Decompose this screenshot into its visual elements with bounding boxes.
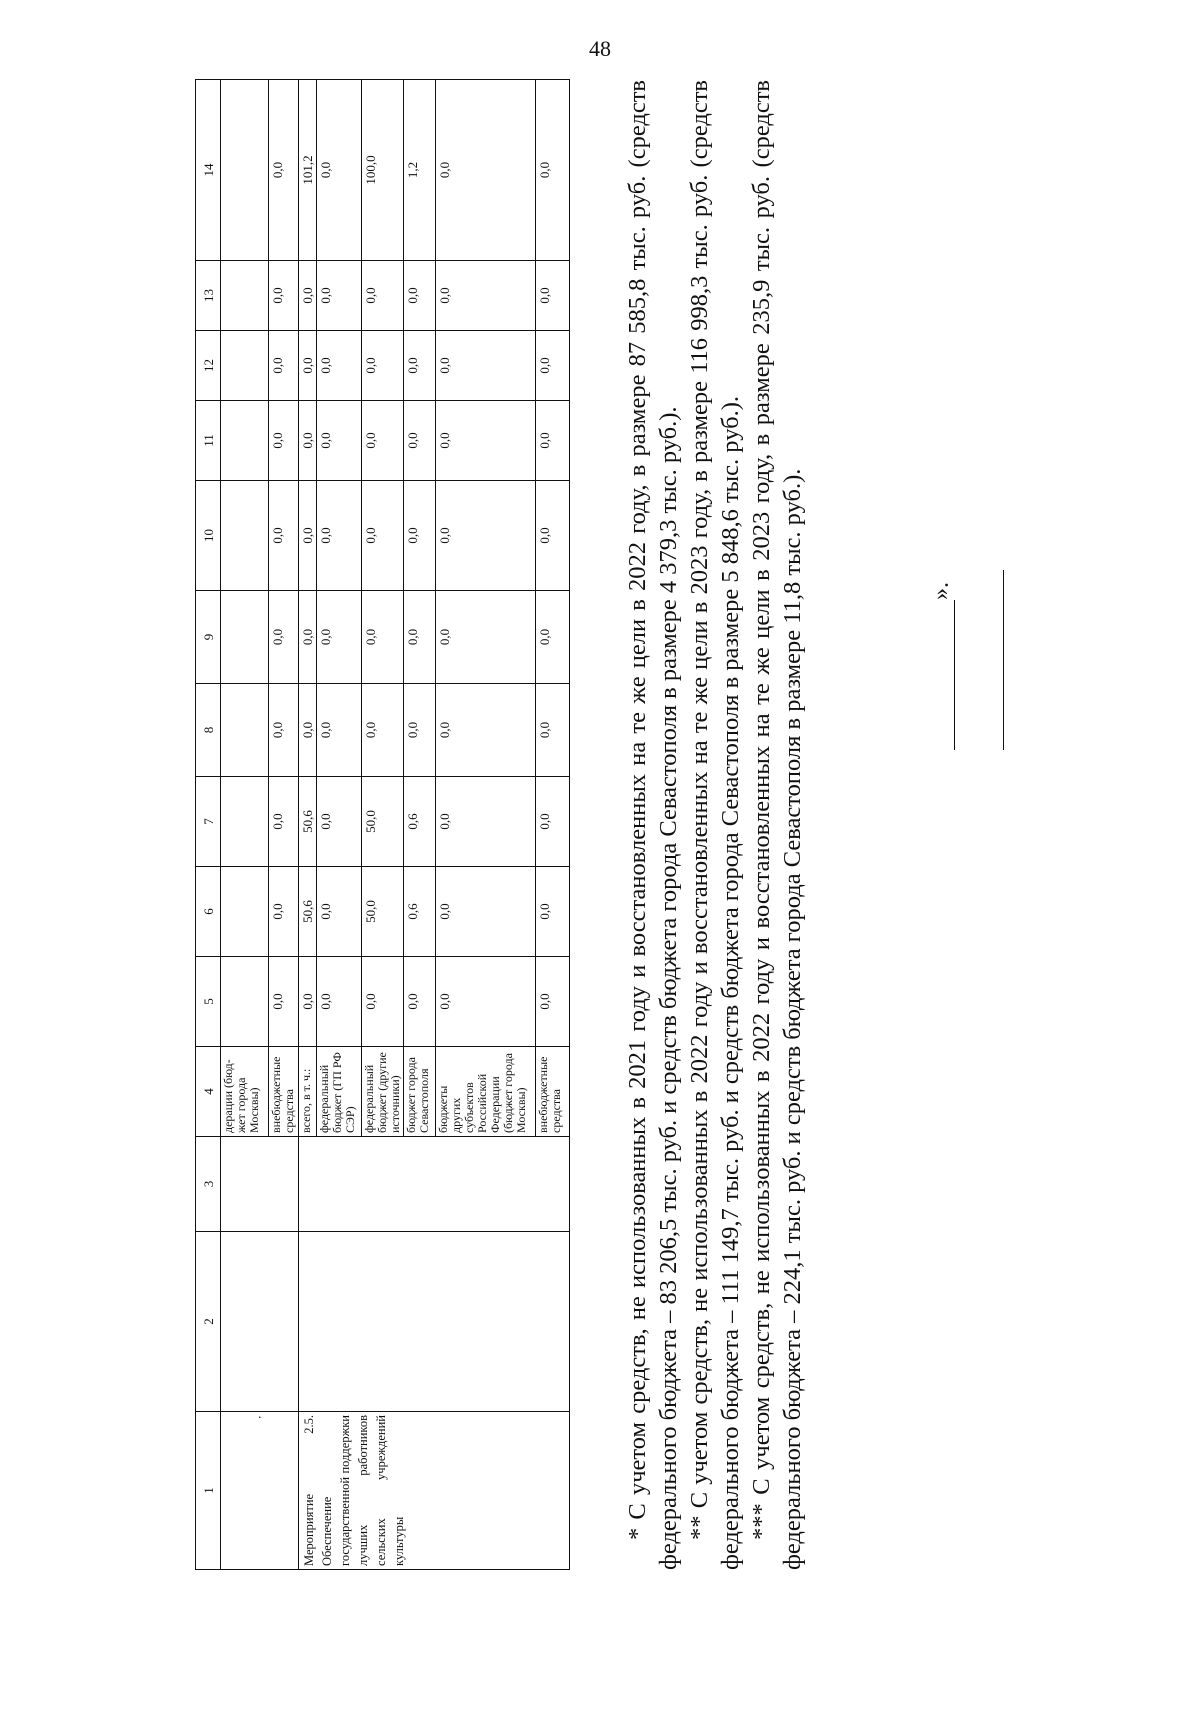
value-cell: 0,0 xyxy=(317,331,362,401)
value-cell: 0,0 xyxy=(362,401,404,481)
col-header: 3 xyxy=(196,1137,221,1232)
value-cell: 0,0 xyxy=(436,331,536,401)
value-cell xyxy=(221,261,269,331)
closing-line xyxy=(934,600,955,750)
value-cell: 0,0 xyxy=(536,591,570,684)
value-cell: 0,0 xyxy=(299,591,317,684)
value-cell: 0,0 xyxy=(269,261,299,331)
value-cell: 0,6 xyxy=(404,867,436,957)
value-cell: 0,0 xyxy=(436,401,536,481)
value-cell: 0,0 xyxy=(536,80,570,261)
value-cell: 50,6 xyxy=(299,867,317,957)
value-cell: 0,0 xyxy=(436,80,536,261)
value-cell: 0,0 xyxy=(269,777,299,867)
value-cell: 0,0 xyxy=(362,957,404,1047)
empty-cell xyxy=(299,1232,570,1412)
value-cell: 0,0 xyxy=(362,481,404,591)
col-header: 5 xyxy=(196,957,221,1047)
funding-source: федеральный бюджет (другие источники) xyxy=(362,1047,404,1137)
col-header: 4 xyxy=(196,1047,221,1137)
funding-source: бюджет города Севастополя xyxy=(404,1047,436,1137)
value-cell xyxy=(221,481,269,591)
value-cell xyxy=(221,331,269,401)
value-cell: 0,0 xyxy=(536,401,570,481)
value-cell: 0,0 xyxy=(317,481,362,591)
funding-source: дерации (бюд-жет города Москвы) xyxy=(221,1047,269,1137)
value-cell: 0,0 xyxy=(436,957,536,1047)
value-cell: 50,6 xyxy=(299,777,317,867)
value-cell: 0,0 xyxy=(436,591,536,684)
value-cell: 0,0 xyxy=(299,331,317,401)
col-header: 1 xyxy=(196,1412,221,1570)
footnote: *** С учетом средств, не использованных в 2022 году и восстановленных на те же цели в 2023 году, в размере 235,9 тыс. руб. (средств федерального бюджета – 224,1 тыс. руб. и средств бюджета города Севастополя в размере 11,8 тыс. руб.). xyxy=(748,80,806,1570)
value-cell: 100,0 xyxy=(362,80,404,261)
value-cell xyxy=(221,401,269,481)
value-cell: 101,2 xyxy=(299,80,317,261)
value-cell: 0,0 xyxy=(536,867,570,957)
value-cell: 0,0 xyxy=(404,401,436,481)
value-cell: 0,0 xyxy=(362,261,404,331)
col-header: 7 xyxy=(196,777,221,867)
value-cell: 0,0 xyxy=(404,481,436,591)
value-cell: 0,0 xyxy=(536,331,570,401)
value-cell xyxy=(221,591,269,684)
funding-source: внебюджетные средства xyxy=(536,1047,570,1137)
value-cell: 50,0 xyxy=(362,867,404,957)
budget-table xyxy=(195,79,570,1570)
col-header: 11 xyxy=(196,401,221,481)
value-cell: 0,0 xyxy=(536,777,570,867)
value-cell: 0,0 xyxy=(436,777,536,867)
value-cell xyxy=(221,684,269,777)
value-cell: 0,0 xyxy=(317,591,362,684)
footnotes xyxy=(623,80,809,1570)
funding-source: бюджеты других субъектов Российской Федерации (бюджет города Москвы) xyxy=(436,1047,536,1137)
value-cell: 0,0 xyxy=(269,957,299,1047)
header-row xyxy=(196,80,221,1570)
col-header: 13 xyxy=(196,261,221,331)
value-cell xyxy=(221,867,269,957)
value-cell: 0,0 xyxy=(317,261,362,331)
value-cell: 0,0 xyxy=(436,867,536,957)
empty-cell xyxy=(221,1232,299,1412)
value-cell: 0,0 xyxy=(436,261,536,331)
page-number: 48 xyxy=(589,36,611,61)
value-cell: 0,0 xyxy=(269,591,299,684)
value-cell: 0,0 xyxy=(317,867,362,957)
closing-quote: ». xyxy=(928,582,954,600)
col-header: 9 xyxy=(196,591,221,684)
value-cell: 0,0 xyxy=(362,331,404,401)
col-header: 10 xyxy=(196,481,221,591)
value-cell: 0,0 xyxy=(536,261,570,331)
footnote: * С учетом средств, не использованных в 2021 году и восстановленных на те же цели в 2022 году, в размере 87 585,8 тыс. руб. (средств федерального бюджета – 83 206,5 тыс. руб. и средств бюджета города Севастополя в размере 4 379,3 тыс. руб.). xyxy=(624,80,682,1570)
value-cell: 0,0 xyxy=(404,957,436,1047)
value-cell: 0,0 xyxy=(269,684,299,777)
value-cell: 0,0 xyxy=(269,481,299,591)
value-cell: 0,0 xyxy=(317,684,362,777)
rotated-page-content xyxy=(195,80,1095,1570)
empty-cell xyxy=(299,1137,570,1232)
continuation-marker: · xyxy=(221,1412,299,1570)
table-row xyxy=(299,80,317,1570)
value-cell: 0,0 xyxy=(269,867,299,957)
end-rule xyxy=(1003,570,1004,750)
value-cell: 0,0 xyxy=(536,481,570,591)
funding-source: всего, в т. ч.: xyxy=(299,1047,317,1137)
value-cell: 0,0 xyxy=(269,401,299,481)
value-cell: 0,0 xyxy=(404,684,436,777)
value-cell xyxy=(221,80,269,261)
measure-title: Мероприятие 2.5. Обеспечение государственной поддержки лучших работников сельских учреждений культуры xyxy=(299,1412,570,1570)
value-cell: 0,0 xyxy=(317,777,362,867)
value-cell: 0,0 xyxy=(299,957,317,1047)
value-cell: 0,6 xyxy=(404,777,436,867)
col-header: 2 xyxy=(196,1232,221,1412)
value-cell: 0,0 xyxy=(299,481,317,591)
value-cell: 0,0 xyxy=(317,80,362,261)
table-row xyxy=(221,80,269,1570)
value-cell: 0,0 xyxy=(404,261,436,331)
empty-cell xyxy=(221,1137,299,1232)
funding-source: внебюджетные средства xyxy=(269,1047,299,1137)
funding-source: федеральный бюджет (ГП РФ СЭР) xyxy=(317,1047,362,1137)
value-cell: 0,0 xyxy=(269,331,299,401)
value-cell: 0,0 xyxy=(362,591,404,684)
value-cell xyxy=(221,777,269,867)
value-cell xyxy=(221,957,269,1047)
value-cell: 0,0 xyxy=(317,957,362,1047)
value-cell: 0,0 xyxy=(436,481,536,591)
value-cell: 0,0 xyxy=(362,684,404,777)
col-header: 14 xyxy=(196,80,221,261)
value-cell: 0,0 xyxy=(269,80,299,261)
value-cell: 50,0 xyxy=(362,777,404,867)
value-cell: 0,0 xyxy=(404,331,436,401)
value-cell: 0,0 xyxy=(536,684,570,777)
value-cell: 0,0 xyxy=(317,401,362,481)
value-cell: 0,0 xyxy=(299,684,317,777)
value-cell: 0,0 xyxy=(404,591,436,684)
col-header: 12 xyxy=(196,331,221,401)
closing-mark xyxy=(928,570,955,750)
value-cell: 0,0 xyxy=(536,957,570,1047)
value-cell: 1,2 xyxy=(404,80,436,261)
value-cell: 0,0 xyxy=(299,401,317,481)
col-header: 8 xyxy=(196,684,221,777)
value-cell: 0,0 xyxy=(436,684,536,777)
value-cell: 0,0 xyxy=(299,261,317,331)
footnote: ** С учетом средств, не использованных в 2022 году и восстановленных на те же цели в 2023 году, в размере 116 998,3 тыс. руб. (средств федерального бюджета – 111 149,7 тыс. руб. и средств бюджета города Севастополя в размере 5 848,6 тыс. руб.). xyxy=(686,80,744,1570)
col-header: 6 xyxy=(196,867,221,957)
